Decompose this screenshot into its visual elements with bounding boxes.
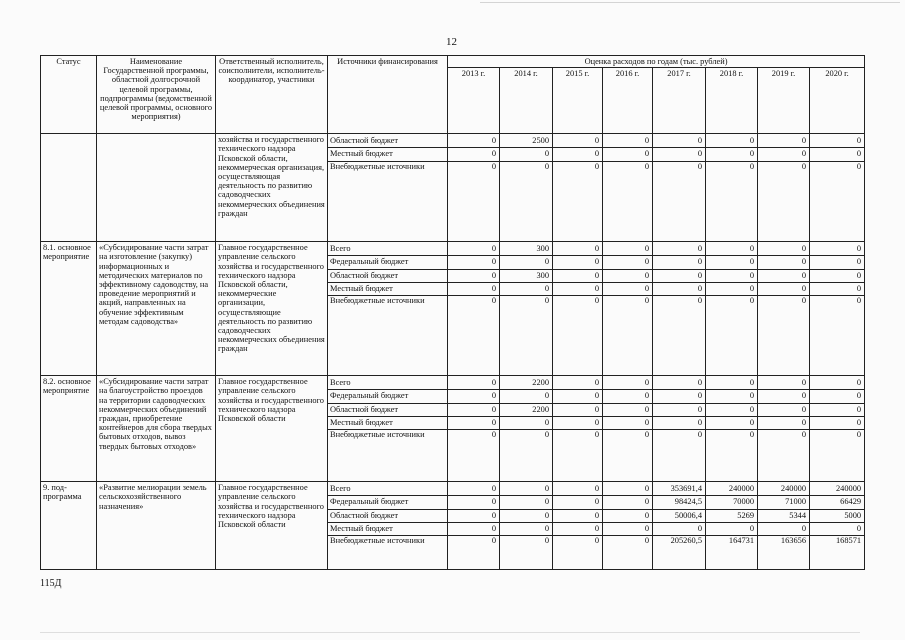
expense-table (40, 55, 865, 570)
value-cell: 5269 (706, 510, 757, 523)
value-cell: 0 (553, 417, 602, 430)
funding-source-label: Областной бюджет (328, 270, 447, 283)
value-cell: 0 (500, 483, 552, 496)
value-cell: 0 (603, 135, 652, 148)
year-header: 2015 г. (553, 68, 603, 134)
value-cell: 0 (448, 510, 499, 523)
funding-source-label: Федеральный бюджет (328, 496, 447, 509)
value-cell: 0 (594, 295, 599, 305)
value-cell: 0 (810, 523, 864, 536)
year-values (603, 134, 653, 242)
year-values (500, 482, 553, 570)
year-header: 2013 г. (448, 68, 500, 134)
value-cell: 0 (448, 256, 499, 269)
funding-source-label: Областной бюджет (328, 510, 447, 523)
value-cell: 0 (758, 243, 809, 256)
value-cell: 5000 (810, 510, 864, 523)
value-cell: 0 (603, 483, 652, 496)
row-status: 9. под-программа (41, 482, 97, 570)
value-cell: 0 (603, 243, 652, 256)
value-cell: 0 (810, 256, 864, 269)
value-cell: 0 (801, 295, 806, 305)
year-values (500, 376, 553, 482)
value-cell: 0 (448, 483, 499, 496)
row-executor: Главное государственное управление сельского хозяйства и государственного технического надзора Псковской области (216, 376, 328, 482)
value-cell: 0 (758, 148, 809, 161)
value-cell: 0 (603, 270, 652, 283)
row-status (41, 134, 97, 242)
value-cell: 0 (553, 256, 602, 269)
value-cell: 0 (448, 404, 499, 417)
value-cell: 0 (553, 148, 602, 161)
value-cell: 0 (706, 417, 757, 430)
year-values (810, 242, 865, 376)
row-executor: хозяйства и государственного технического надзора Псковской области, некоммерческая организация, осуществляющая деятельность по развитию садоводческих некоммерческих объединения граждан (216, 134, 328, 242)
funding-sources (328, 482, 448, 570)
value-cell: 0 (653, 390, 705, 403)
year-values (603, 242, 653, 376)
value-cell: 0 (758, 283, 809, 296)
value-cell: 0 (553, 135, 602, 148)
funding-sources (328, 376, 448, 482)
funding-source-label: Внебюджетные источники (330, 535, 425, 545)
value-cell: 0 (697, 295, 702, 305)
value-cell: 0 (448, 523, 499, 536)
funding-source-label: Внебюджетные источники (330, 295, 425, 305)
value-cell: 0 (706, 243, 757, 256)
value-cell: 300 (500, 270, 552, 283)
year-header: 2019 г. (758, 68, 810, 134)
value-cell: 0 (603, 417, 652, 430)
value-cell: 0 (603, 404, 652, 417)
value-cell: 163656 (780, 535, 806, 545)
value-cell: 240000 (810, 483, 864, 496)
value-cell: 0 (500, 283, 552, 296)
year-header: 2016 г. (603, 68, 653, 134)
value-cell: 0 (758, 404, 809, 417)
year-values (706, 134, 758, 242)
value-cell: 0 (603, 256, 652, 269)
funding-source-label: Всего (328, 377, 447, 390)
funding-sources (328, 134, 448, 242)
value-cell: 0 (644, 429, 649, 439)
value-cell: 0 (603, 523, 652, 536)
value-cell: 2200 (500, 404, 552, 417)
value-cell: 50006,4 (653, 510, 705, 523)
value-cell: 0 (553, 243, 602, 256)
value-cell: 0 (448, 390, 499, 403)
header-status: Статус (41, 56, 97, 134)
value-cell: 0 (448, 148, 499, 161)
value-cell: 0 (706, 135, 757, 148)
value-cell: 0 (500, 256, 552, 269)
value-cell: 0 (448, 417, 499, 430)
table-row (41, 134, 865, 242)
value-cell: 0 (553, 496, 602, 509)
year-values (553, 242, 603, 376)
year-values (553, 134, 603, 242)
row-name: «Развитие мелиорации земель сельскохозяйственного назначения» (97, 482, 216, 570)
value-cell: 0 (653, 148, 705, 161)
year-values (448, 482, 500, 570)
value-cell: 0 (603, 510, 652, 523)
value-cell: 0 (706, 377, 757, 390)
funding-source-label: Всего (328, 483, 447, 496)
year-values (758, 134, 810, 242)
table-row (41, 482, 865, 570)
page-number: 12 (446, 36, 457, 48)
table-row (41, 376, 865, 482)
value-cell: 0 (448, 243, 499, 256)
value-cell: 0 (553, 377, 602, 390)
value-cell: 2500 (500, 135, 552, 148)
year-header: 2020 г. (810, 68, 865, 134)
value-cell: 0 (758, 270, 809, 283)
year-values (448, 242, 500, 376)
value-cell: 0 (706, 404, 757, 417)
value-cell: 0 (448, 496, 499, 509)
value-cell: 0 (448, 283, 499, 296)
value-cell: 0 (697, 429, 702, 439)
value-cell: 0 (810, 390, 864, 403)
value-cell: 0 (491, 535, 496, 545)
value-cell: 0 (758, 417, 809, 430)
value-cell: 0 (706, 283, 757, 296)
funding-source-label: Местный бюджет (328, 148, 447, 161)
value-cell: 0 (758, 377, 809, 390)
year-values (500, 134, 553, 242)
value-cell: 0 (758, 523, 809, 536)
value-cell: 0 (697, 161, 702, 171)
value-cell: 0 (653, 404, 705, 417)
header-name: Наименование Государственной программы, областной долгосрочной целевой программы, подпрограммы (ведомственной целевой программы, основного мероприятия) (97, 56, 216, 134)
value-cell: 0 (603, 377, 652, 390)
value-cell: 0 (594, 161, 599, 171)
row-status: 8.2. основное мероприятие (41, 376, 97, 482)
year-values (553, 482, 603, 570)
year-values (810, 134, 865, 242)
funding-source-label: Всего (328, 243, 447, 256)
value-cell: 0 (603, 390, 652, 403)
header-estimate: Оценка расходов по годам (тыс. рублей) (448, 56, 865, 68)
year-header: 2018 г. (706, 68, 758, 134)
value-cell: 0 (653, 283, 705, 296)
table-row (41, 242, 865, 376)
value-cell: 0 (553, 510, 602, 523)
row-status: 8.1. основное мероприятие (41, 242, 97, 376)
value-cell: 0 (500, 148, 552, 161)
value-cell: 205260,5 (670, 535, 702, 545)
value-cell: 0 (810, 148, 864, 161)
value-cell: 0 (810, 404, 864, 417)
header-sources: Источники финансирования (328, 56, 448, 134)
value-cell: 0 (706, 523, 757, 536)
row-executor: Главное государственное управление сельского хозяйства и государственного технического надзора Псковской области, некоммерческие организации, осуществляющие деятельность по развитию садоводческих некоммерческих объединения граждан (216, 242, 328, 376)
value-cell: 0 (856, 429, 862, 439)
funding-source-label: Внебюджетные источники (330, 429, 425, 439)
year-values (706, 482, 758, 570)
value-cell: 0 (653, 135, 705, 148)
funding-source-label: Областной бюджет (328, 135, 447, 148)
year-values (653, 482, 706, 570)
row-executor: Главное государственное управление сельского хозяйства и государственного технического надзора Псковской области (216, 482, 328, 570)
value-cell: 168571 (835, 535, 862, 545)
value-cell: 0 (544, 161, 549, 171)
value-cell: 5344 (758, 510, 809, 523)
value-cell: 0 (448, 135, 499, 148)
funding-source-label: Внебюджетные источники (330, 161, 425, 171)
year-values (500, 242, 553, 376)
value-cell: 0 (644, 295, 649, 305)
value-cell: 0 (653, 377, 705, 390)
value-cell: 0 (758, 256, 809, 269)
value-cell: 0 (706, 256, 757, 269)
value-cell: 0 (500, 496, 552, 509)
value-cell: 0 (653, 417, 705, 430)
footer-code: 115Д (40, 578, 62, 589)
value-cell: 0 (553, 390, 602, 403)
value-cell: 0 (653, 243, 705, 256)
year-values (603, 482, 653, 570)
year-values (810, 376, 865, 482)
year-values (653, 242, 706, 376)
value-cell: 164731 (728, 535, 754, 545)
value-cell: 0 (544, 295, 549, 305)
year-values (603, 376, 653, 482)
value-cell: 0 (644, 161, 649, 171)
funding-source-label: Местный бюджет (328, 417, 447, 430)
year-values (706, 242, 758, 376)
value-cell: 0 (749, 295, 754, 305)
value-cell: 0 (500, 417, 552, 430)
year-values (810, 482, 865, 570)
funding-source-label: Местный бюджет (328, 283, 447, 296)
value-cell: 0 (706, 148, 757, 161)
value-cell: 0 (553, 270, 602, 283)
value-cell: 0 (810, 135, 864, 148)
row-name (97, 134, 216, 242)
value-cell: 0 (856, 295, 862, 305)
value-cell: 0 (500, 510, 552, 523)
year-values (758, 242, 810, 376)
year-values (653, 134, 706, 242)
value-cell: 0 (500, 523, 552, 536)
year-values (448, 376, 500, 482)
value-cell: 0 (491, 295, 496, 305)
value-cell: 0 (553, 483, 602, 496)
funding-source-label: Областной бюджет (328, 404, 447, 417)
value-cell: 0 (653, 256, 705, 269)
value-cell: 0 (653, 270, 705, 283)
value-cell: 0 (810, 377, 864, 390)
year-header: 2014 г. (500, 68, 553, 134)
value-cell: 0 (491, 161, 496, 171)
year-values (758, 482, 810, 570)
value-cell: 0 (544, 429, 549, 439)
value-cell: 240000 (706, 483, 757, 496)
value-cell: 0 (553, 404, 602, 417)
value-cell: 353691,4 (653, 483, 705, 496)
value-cell: 0 (810, 243, 864, 256)
value-cell: 0 (810, 283, 864, 296)
value-cell: 0 (758, 135, 809, 148)
value-cell: 2200 (500, 377, 552, 390)
year-values (653, 376, 706, 482)
row-name: «Субсидирование части затрат на благоустройство проездов на территории садоводческих некоммерческих объединений граждан, приобретение контейнеров для сбора твердых бытовых отходов, вывоз твердых бытовых отходов» (97, 376, 216, 482)
value-cell: 0 (491, 429, 496, 439)
value-cell: 0 (553, 283, 602, 296)
value-cell: 0 (801, 161, 806, 171)
value-cell: 0 (594, 535, 599, 545)
funding-source-label: Федеральный бюджет (328, 256, 447, 269)
value-cell: 0 (594, 429, 599, 439)
value-cell: 0 (448, 270, 499, 283)
value-cell: 66429 (810, 496, 864, 509)
value-cell: 71000 (758, 496, 809, 509)
value-cell: 0 (500, 390, 552, 403)
value-cell: 0 (603, 496, 652, 509)
scan-artifact-bottom (40, 632, 860, 633)
year-values (706, 376, 758, 482)
value-cell: 0 (644, 535, 649, 545)
value-cell: 0 (706, 270, 757, 283)
value-cell: 0 (653, 523, 705, 536)
row-name: «Субсидирование части затрат на изготовление (закупку) информационных и методических материалов по эффективному садоводству, на проведение мероприятий и акций, направленных на обучение эффективным методам садоводства» (97, 242, 216, 376)
value-cell: 0 (553, 523, 602, 536)
value-cell: 0 (749, 429, 754, 439)
header-executor: Ответственный исполнитель, соисполнители, исполнитель-координатор, участники (216, 56, 328, 134)
funding-source-label: Местный бюджет (328, 523, 447, 536)
year-values (758, 376, 810, 482)
value-cell: 70000 (706, 496, 757, 509)
year-values (448, 134, 500, 242)
value-cell: 0 (758, 390, 809, 403)
scan-artifact-top (480, 2, 900, 3)
year-values (553, 376, 603, 482)
year-header: 2017 г. (653, 68, 706, 134)
value-cell: 300 (500, 243, 552, 256)
value-cell: 0 (810, 417, 864, 430)
value-cell: 98424,5 (653, 496, 705, 509)
value-cell: 0 (603, 148, 652, 161)
value-cell: 0 (801, 429, 806, 439)
funding-sources (328, 242, 448, 376)
value-cell: 0 (749, 161, 754, 171)
funding-source-label: Федеральный бюджет (328, 390, 447, 403)
value-cell: 0 (856, 161, 862, 171)
value-cell: 0 (810, 270, 864, 283)
value-cell: 0 (544, 535, 549, 545)
value-cell: 0 (603, 283, 652, 296)
value-cell: 0 (706, 390, 757, 403)
value-cell: 0 (448, 377, 499, 390)
value-cell: 240000 (758, 483, 809, 496)
